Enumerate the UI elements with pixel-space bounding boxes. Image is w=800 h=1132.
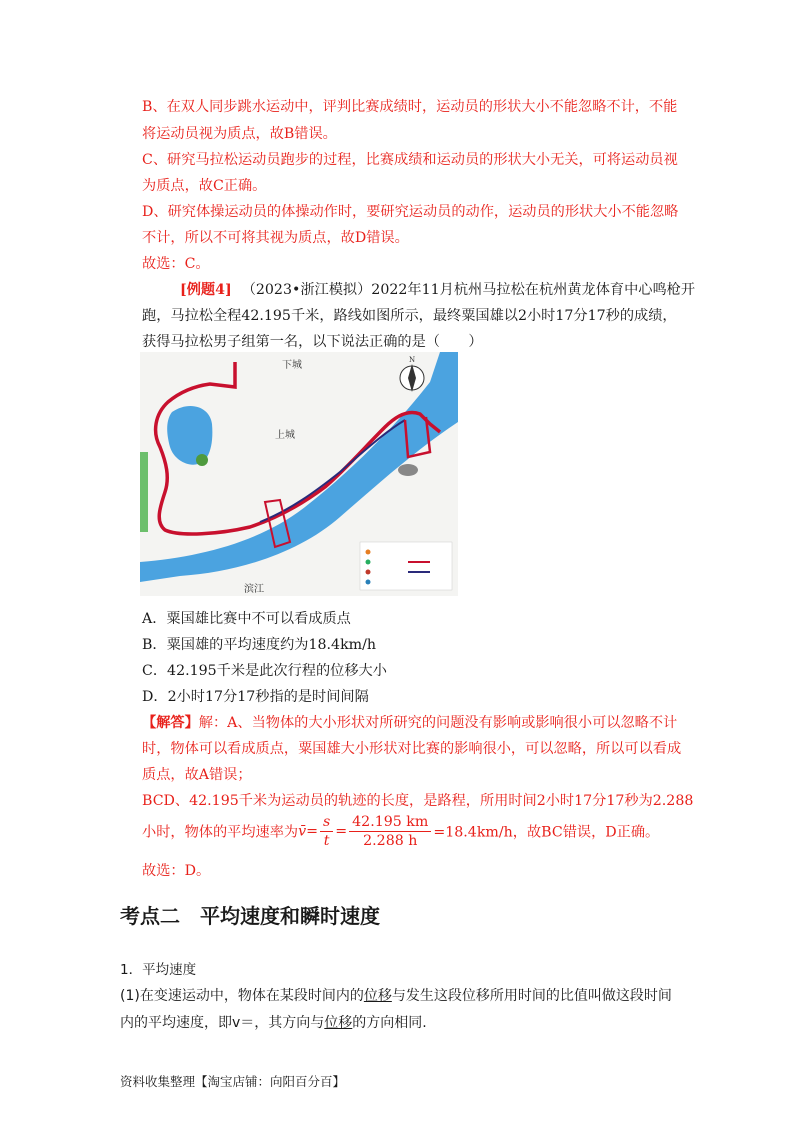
explanation-d-line1: D、研究体操运动员的体操动作时，要研究运动员的动作，运动员的形状大小不能忽略: [142, 204, 679, 220]
solution-line1: [142, 712, 677, 732]
para1-line2-b: 的方向相同.: [352, 1015, 427, 1031]
explanation-answer: 故选：C。: [142, 256, 210, 272]
example4-text1: （2023•浙江模拟）2022年11月杭州马拉松在杭州黄龙体育中心鸣枪开: [241, 282, 696, 298]
para1-line1-b: 与发生这段位移所用时间的比值叫做这段时间: [391, 988, 672, 1004]
solution-line4: BCD、42.195千米为运动员的轨迹的长度，是路程，所用时间2小时17分17秒为2.288: [142, 793, 694, 809]
label-xiacheng: 下城: [282, 360, 302, 371]
option-b: B．粟国雄的平均速度约为18.4km/h: [142, 637, 377, 653]
solution-line5-post: =18.4km/h，故BC错误，D正确。: [433, 824, 660, 841]
frac-t: t: [323, 833, 330, 849]
solution-answer: 故选：D。: [142, 863, 211, 879]
frac-values: [349, 813, 431, 850]
frac-s: s: [320, 813, 333, 832]
section-title: 考点二 平均速度和瞬时速度: [120, 904, 380, 928]
option-c: C．42.195千米是此次行程的位移大小: [142, 663, 387, 679]
section-para1-line2: [120, 1012, 427, 1032]
eq2: =: [335, 823, 348, 840]
stadium-marker: [398, 464, 418, 476]
frac-s-t: [320, 813, 333, 850]
solution-line5: [142, 813, 659, 850]
explanation-b-line2: 将运动员视为质点，故B错误。: [142, 126, 337, 142]
frac-den: 2.288 h: [363, 833, 418, 849]
eq1: =: [306, 823, 318, 840]
explanation-c-line2: 为质点，故C正确。: [142, 178, 267, 194]
section-item1: 1．平均速度: [120, 962, 197, 978]
example4-line3: 获得马拉松男子组第一名，以下说法正确的是（ ）: [142, 334, 483, 350]
footer-text: 资料收集整理【淘宝店铺：向阳百分百】: [120, 1074, 346, 1089]
solution-line2: 时，物体可以看成质点，粟国雄大小形状对比赛的影响很小，可以忽略，所以可以看成: [142, 741, 682, 757]
legend-dot-4: [366, 580, 371, 585]
map-legend: [360, 542, 452, 590]
green-belt: [140, 452, 148, 532]
para1-line2-a: 内的平均速度，即v＝，其方向与: [120, 1015, 325, 1031]
compass-n: N: [409, 356, 416, 364]
legend-dot-1: [366, 550, 371, 555]
legend-dot-3: [366, 570, 371, 575]
label-shangcheng: 上城: [275, 430, 295, 441]
example4-line1: [180, 279, 695, 299]
park-marker: [196, 454, 208, 466]
para1-line1-a: (1)在变速运动中，物体在某段时间内的: [120, 988, 364, 1004]
explanation-c-line1: C、研究马拉松运动员跑步的过程，比赛成绩和运动员的形状大小无关，可将运动员视: [142, 152, 678, 168]
legend-dot-2: [366, 560, 371, 565]
example4-tag: [例题4]: [180, 282, 232, 298]
solution-line3: 质点，故A错误；: [142, 767, 252, 783]
solution-line5-pre: 小时，物体的平均速率为: [142, 824, 299, 841]
para1-line2-underline: 位移: [324, 1015, 353, 1031]
solution-tag: 【解答】: [142, 715, 199, 731]
explanation-d-line2: 不计，所以不可将其视为质点，故D错误。: [142, 230, 409, 246]
v-bar: v̄: [298, 823, 307, 840]
explanation-b-line1: B、在双人同步跳水运动中，评判比赛成绩时，运动员的形状大小不能忽略不计，不能: [142, 99, 678, 115]
solution-text1: 解：A、当物体的大小形状对所研究的问题没有影响或影响很小可以忽略不计: [198, 715, 678, 731]
label-binjiang: 滨江: [244, 584, 264, 595]
option-a: A．粟国雄比赛中不可以看成质点: [142, 611, 351, 627]
marathon-route-map: [140, 352, 458, 596]
frac-num: 42.195 km: [349, 813, 431, 832]
example4-line2: 跑，马拉松全程42.195千米，路线如图所示，最终粟国雄以2小时17分17秒的成绩，: [142, 308, 677, 324]
para1-line1-underline: 位移: [363, 988, 392, 1004]
section-para1-line1: [120, 985, 672, 1005]
option-d: D．2小时17分17秒指的是时间间隔: [142, 689, 369, 705]
